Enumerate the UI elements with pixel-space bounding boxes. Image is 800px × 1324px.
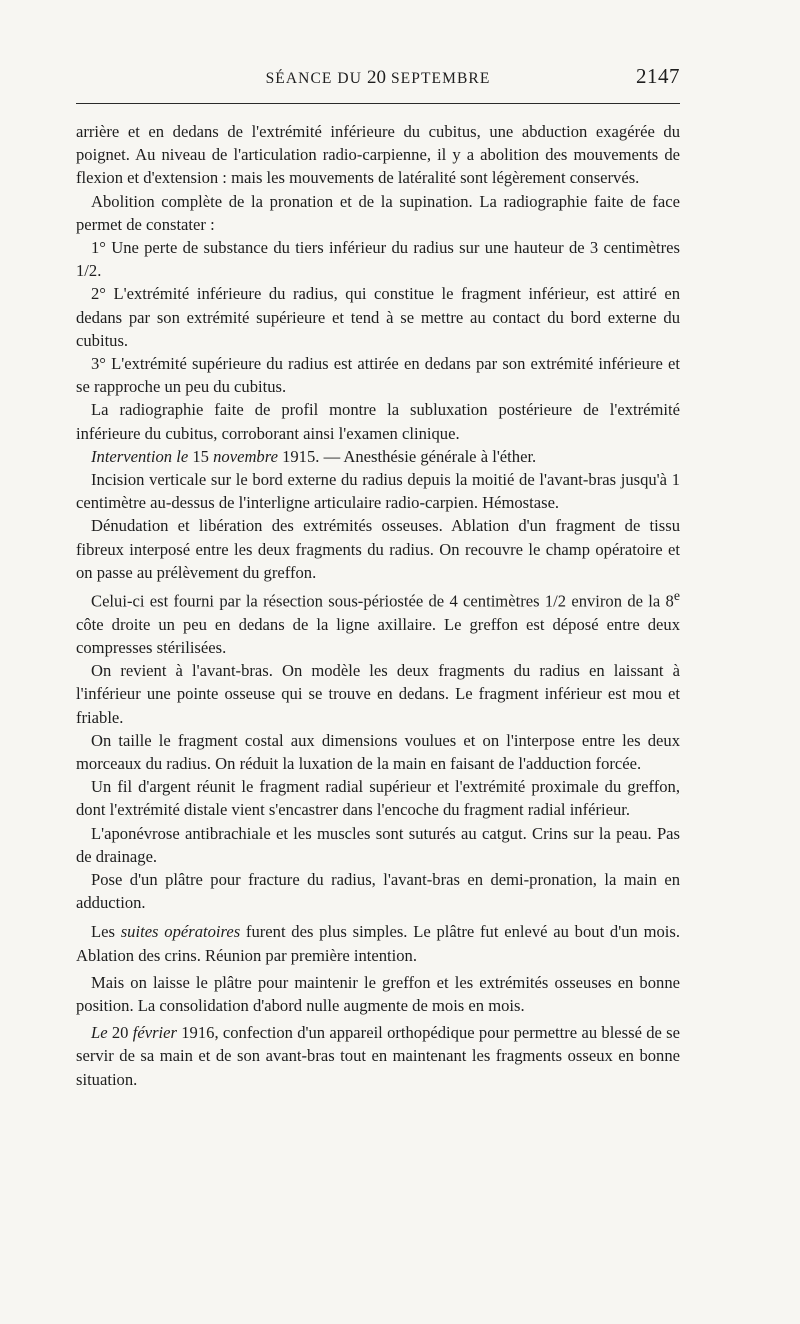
paragraph-16-rest: furent des plus simples. Le plâtre fut enlevé au bout d'un mois. Ablation des crins. Réunion par première intention.	[76, 922, 680, 965]
header-rule	[76, 103, 680, 104]
paragraph-16-lead: Les	[91, 922, 121, 942]
paragraph-8: Incision verticale sur le bord externe du radius depuis la moitié de l'avant-bras jusqu'à 1 centimètre au-dessus de l'interligne articulaire radio-carpien. Hémostase.	[76, 470, 680, 513]
paragraph-18-month: février	[132, 1023, 177, 1043]
paragraph-9: Dénudation et libération des extrémités osseuses. Ablation d'un fragment de tissu fibreux interposé entre les deux fragments du radius. On recouvre le champ opératoire et on passe au prélèvement du greffon.	[76, 516, 680, 582]
running-title-date: 20	[366, 67, 386, 88]
running-title-pre: SÉANCE DU	[265, 70, 367, 87]
paragraph-16-italic: suites opératoires	[120, 922, 241, 942]
paragraph-7-month: novembre	[213, 446, 278, 466]
paragraph-11: On revient à l'avant-bras. On modèle les deux fragments du radius en laissant à l'inférieur une pointe osseuse qui se trouve en dedans. Le fragment inférieur est mou et friable.	[76, 661, 680, 727]
paragraph-7-rest: 1915. — Anesthésie générale à l'éther.	[277, 446, 537, 466]
paragraph-6: La radiographie faite de profil montre la subluxation postérieure de l'extrémité inférieure du cubitus, corroborant ainsi l'examen clinique.	[76, 400, 680, 443]
paragraph-18-rest: 1916, confection d'un appareil orthopédique pour permettre au blessé de se servir de sa main et de son avant-bras tout en maintenant les fragments osseux en bonne situation.	[76, 1023, 680, 1089]
paragraph-2: Abolition complète de la pronation et de la supination. La radiographie faite de face permet de constater :	[76, 191, 680, 234]
paragraph-10-post: côte droite un peu en dedans de la ligne axillaire. Le greffon est déposé entre deux compresses stérilisées.	[76, 614, 680, 657]
paragraph-12: On taille le fragment costal aux dimensions voulues et on l'interpose entre les deux morceaux du radius. On réduit la luxation de la main en faisant de l'adduction forcée.	[76, 730, 680, 774]
paragraph-10	[76, 584, 680, 659]
paragraph-5: 3° L'extrémité supérieure du radius est attirée en dedans par son extrémité inférieure et se rapproche un peu du cubitus.	[76, 354, 680, 397]
running-title-post: SEPTEMBRE	[385, 70, 491, 87]
paragraph-10-superscript: e	[673, 588, 680, 604]
paragraph-17: Mais on laisse le plâtre pour maintenir le greffon et les extrémités osseuses en bonne position. La consolidation d'abord nulle augmente de mois en mois.	[76, 972, 680, 1016]
paragraph-3: 1° Une perte de substance du tiers inférieur du radius sur une hauteur de 3 centimètres 1/2.	[76, 238, 680, 281]
paragraph-7-italic-lead: Intervention le	[91, 446, 189, 466]
paragraph-16	[76, 920, 680, 966]
paragraph-15: Pose d'un plâtre pour fracture du radius, l'avant-bras en demi-pronation, la main en adduction.	[76, 870, 680, 913]
paragraph-7	[76, 445, 680, 468]
paragraph-14: L'aponévrose antibrachiale et les muscles sont suturés au catgut. Crins sur la peau. Pas de drainage.	[76, 823, 680, 866]
paragraph-18-day: 20	[107, 1023, 133, 1043]
paragraph-18-italic-lead: Le	[91, 1023, 108, 1043]
page-header	[76, 64, 680, 88]
paragraph-10-pre: Celui-ci est fourni par la résection sous-périostée de 4 centimètres 1/2 environ de la 8	[91, 591, 674, 611]
paragraph-13: Un fil d'argent réunit le fragment radial supérieur et l'extrémité proximale du greffon, dont l'extrémité distale vient s'encastrer dans l'encoche du fragment radial inférieur.	[76, 777, 680, 820]
paragraph-4: 2° L'extrémité inférieure du radius, qui constitue le fragment inférieur, est attiré en dedans par son extrémité supérieure et tend à se mettre au contact du bord externe du cubitus.	[76, 284, 680, 350]
paragraph-1: arrière et en dedans de l'extrémité inférieure du cubitus, une abduction exagérée du poignet. Au niveau de l'articulation radio-carpienne, il y a abolition des mouvements de flexion et d'extension : mais les mouvements de latéralité sont légèrement conservés.	[76, 122, 680, 188]
paragraph-7-day: 15	[188, 446, 214, 466]
page-number: 2147	[636, 64, 680, 88]
running-title	[76, 67, 680, 89]
body-text	[76, 120, 680, 1091]
paragraph-18	[76, 1021, 680, 1091]
